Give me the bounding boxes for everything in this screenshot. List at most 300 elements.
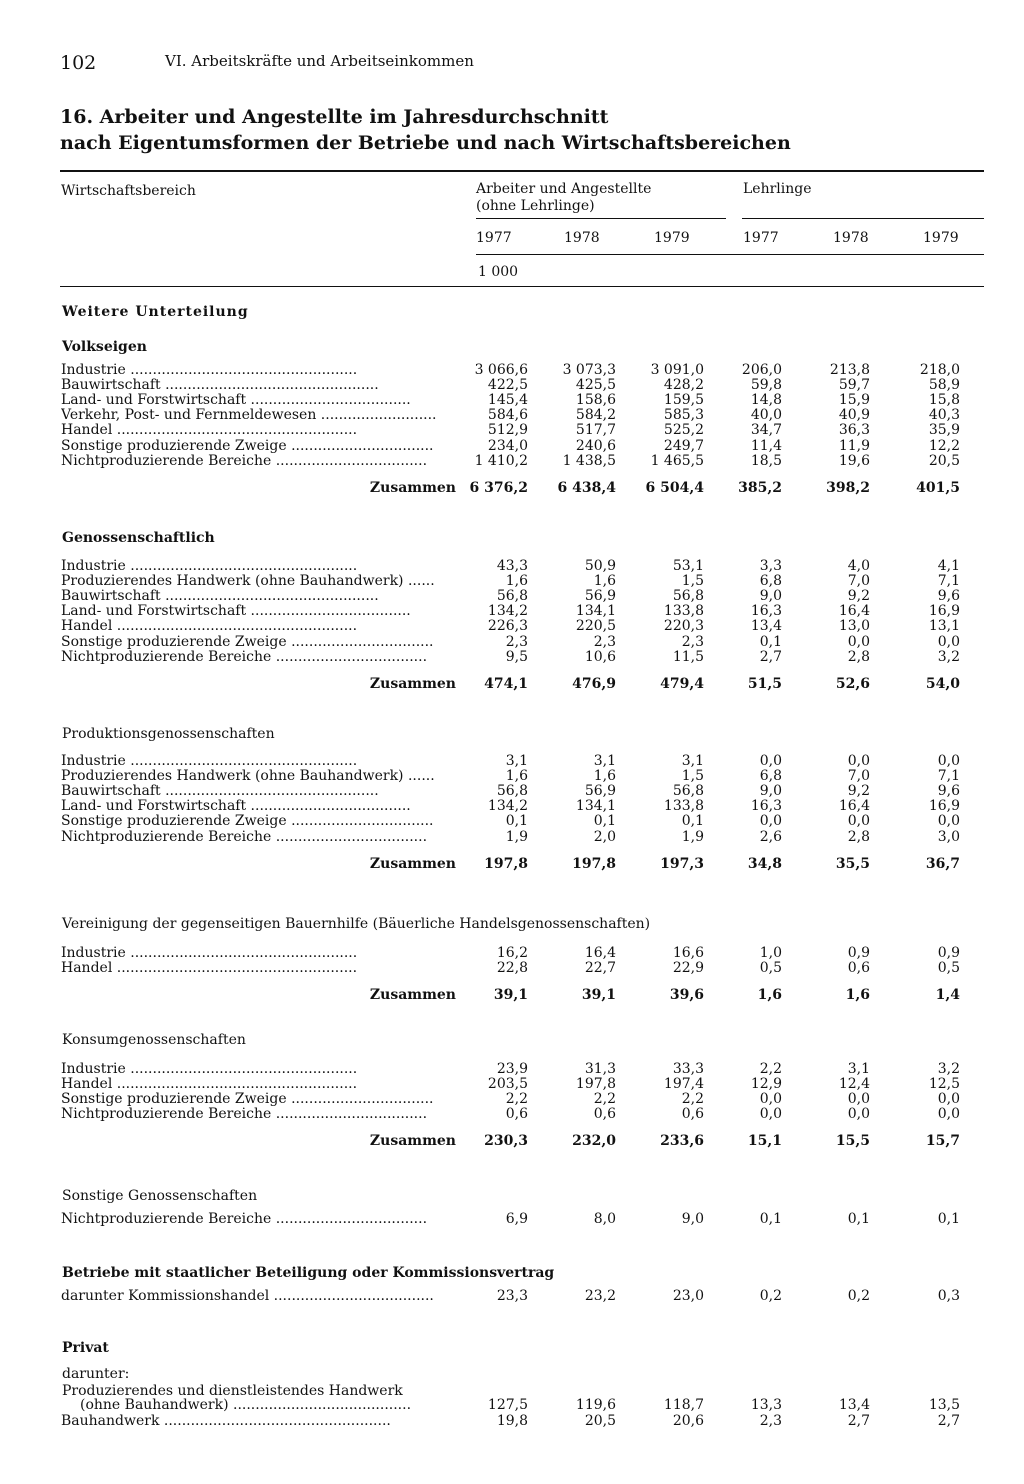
- cell-value: 428,2: [663, 377, 704, 394]
- cell-value: 206,0: [741, 362, 782, 378]
- title-line-2: nach Eigentumsformen der Betriebe und nach Wirtschaftsbereichen: [60, 132, 791, 154]
- cell-value: 9,0: [759, 588, 782, 605]
- cell-value: 585,3: [663, 407, 704, 424]
- row-label: Nichtproduzierende Bereiche ..................................: [61, 649, 428, 665]
- total-row: [0, 857, 1024, 872]
- group-header-arbeiter-line2: (ohne Lehrlinge): [476, 198, 595, 214]
- cell-value: 0,1: [681, 813, 704, 830]
- cell-value: 0,5: [937, 960, 960, 977]
- row-label: Sonstige produzierende Zweige ................................: [61, 634, 434, 650]
- cell-value: 9,2: [847, 783, 870, 800]
- cell-value: 53,1: [672, 558, 704, 574]
- cell-value: 6,8: [759, 768, 782, 785]
- total-row: [0, 988, 1024, 1003]
- group-header-arbeiter: [476, 181, 651, 215]
- table-row: [0, 439, 1024, 454]
- cell-value: 36,7: [925, 856, 960, 872]
- cell-value: 0,6: [681, 1106, 704, 1123]
- cell-value: 584,2: [575, 407, 616, 424]
- table-title: [60, 104, 791, 156]
- cell-value: 3,2: [937, 1061, 960, 1077]
- cell-value: 0,0: [847, 633, 870, 650]
- cell-value: 13,4: [750, 618, 782, 635]
- total-row: [0, 481, 1024, 496]
- row-label: Bauwirtschaft ................................................: [61, 589, 379, 605]
- column-label-wirtschaftsbereich: Wirtschaftsbereich: [61, 183, 196, 199]
- row-label: Industrie ...................................................: [61, 1062, 358, 1077]
- cell-value: 0,0: [847, 1106, 870, 1123]
- cell-value: 3,1: [593, 753, 616, 769]
- table-row: [0, 1062, 1024, 1077]
- cell-value: 14,8: [750, 392, 782, 409]
- cell-value: 197,8: [575, 1076, 616, 1093]
- group-heading-staatlich: Betriebe mit staatlicher Beteiligung oder Kommissionsvertrag: [62, 1265, 555, 1281]
- table-row: [0, 1398, 1024, 1413]
- year-header: 1977: [743, 230, 779, 246]
- cell-value: 59,8: [750, 377, 782, 394]
- cell-value: 59,7: [838, 377, 870, 394]
- row-label: Sonstige produzierende Zweige ................................: [61, 814, 434, 830]
- cell-value: 0,2: [759, 1288, 782, 1304]
- cell-value: 6 376,2: [469, 480, 528, 496]
- cell-value: 16,4: [838, 603, 870, 620]
- cell-value: 0,1: [759, 633, 782, 650]
- group-rule-arbeiter: [476, 218, 726, 219]
- cell-value: 56,9: [584, 588, 616, 605]
- cell-value: 232,0: [572, 1133, 616, 1149]
- cell-value: 1,5: [681, 573, 704, 590]
- cell-value: 0,0: [937, 753, 960, 769]
- table-row: [0, 423, 1024, 438]
- row-label: Handel ......................................................: [61, 961, 358, 977]
- cell-value: 9,6: [937, 783, 960, 800]
- cell-value: 0,6: [593, 1106, 616, 1123]
- cell-value: 39,1: [493, 987, 528, 1003]
- cell-value: 9,5: [505, 648, 528, 665]
- cell-value: 1,6: [505, 573, 528, 590]
- cell-value: 16,3: [750, 603, 782, 620]
- cell-value: 134,2: [487, 603, 528, 620]
- cell-value: 2,0: [593, 828, 616, 845]
- row-label: Land- und Forstwirtschaft ....................................: [61, 799, 411, 815]
- cell-value: 0,1: [847, 1211, 870, 1227]
- cell-value: 220,5: [575, 618, 616, 635]
- row-label: Produzierendes Handwerk (ohne Bauhandwerk) ......: [61, 574, 435, 590]
- total-label: Zusammen: [369, 987, 456, 1003]
- cell-value: 16,2: [496, 945, 528, 961]
- table-row: [0, 408, 1024, 423]
- group-rule-lehrlinge: [742, 218, 984, 219]
- cell-value: 2,2: [593, 1091, 616, 1108]
- cell-value: 2,2: [505, 1091, 528, 1108]
- cell-value: 0,0: [759, 1106, 782, 1123]
- cell-value: 118,7: [663, 1397, 704, 1413]
- cell-value: 9,0: [759, 783, 782, 800]
- cell-value: 15,5: [835, 1133, 870, 1149]
- group-heading-konsum: Konsumgenossenschaften: [62, 1032, 246, 1048]
- cell-value: 13,4: [838, 1397, 870, 1413]
- year-header: 1978: [833, 230, 869, 246]
- cell-value: 22,7: [584, 960, 616, 977]
- cell-value: 15,1: [747, 1133, 782, 1149]
- cell-value: 0,0: [759, 813, 782, 830]
- cell-value: 16,6: [672, 945, 704, 961]
- cell-value: 2,7: [847, 1413, 870, 1429]
- table-row: [0, 650, 1024, 665]
- row-label: (ohne Bauhandwerk) ........................................: [80, 1398, 412, 1413]
- cell-value: 40,9: [838, 407, 870, 424]
- row-label: Industrie ...................................................: [61, 946, 358, 961]
- cell-value: 31,3: [584, 1061, 616, 1077]
- total-row: [0, 677, 1024, 692]
- table-row: [0, 1212, 1024, 1227]
- privat-row1-line1: Produzierendes und dienstleistendes Handwerk: [62, 1383, 403, 1399]
- cell-value: 16,3: [750, 798, 782, 815]
- cell-value: 133,8: [663, 603, 704, 620]
- cell-value: 479,4: [660, 676, 704, 692]
- row-label: Land- und Forstwirtschaft ....................................: [61, 604, 411, 620]
- cell-value: 1,4: [935, 987, 960, 1003]
- cell-value: 2,7: [937, 1413, 960, 1429]
- cell-value: 0,0: [937, 1091, 960, 1108]
- cell-value: 512,9: [487, 422, 528, 439]
- cell-value: 19,6: [838, 452, 870, 469]
- cell-value: 0,6: [847, 960, 870, 977]
- cell-value: 6,9: [505, 1211, 528, 1227]
- year-header: 1978: [564, 230, 600, 246]
- years-rule: [476, 254, 984, 255]
- cell-value: 220,3: [663, 618, 704, 635]
- cell-value: 3,2: [937, 648, 960, 665]
- cell-value: 1 410,2: [474, 452, 528, 469]
- cell-value: 7,1: [937, 768, 960, 785]
- row-label: Nichtproduzierende Bereiche ..................................: [61, 1212, 428, 1227]
- total-label: Zusammen: [369, 1133, 456, 1149]
- cell-value: 13,1: [928, 618, 960, 635]
- cell-value: 3,1: [847, 1061, 870, 1077]
- cell-value: 159,5: [663, 392, 704, 409]
- group-heading-sonstige: Sonstige Genossenschaften: [62, 1188, 258, 1204]
- group-heading-privat: Privat: [62, 1340, 109, 1356]
- row-label: Sonstige produzierende Zweige ................................: [61, 438, 434, 454]
- row-label: Nichtproduzierende Bereiche ..................................: [61, 453, 428, 469]
- cell-value: 23,3: [496, 1288, 528, 1304]
- cell-value: 12,2: [928, 437, 960, 454]
- cell-value: 3,1: [681, 753, 704, 769]
- cell-value: 34,7: [750, 422, 782, 439]
- year-header: 1977: [476, 230, 512, 246]
- cell-value: 23,9: [496, 1061, 528, 1077]
- cell-value: 230,3: [484, 1133, 528, 1149]
- cell-value: 1,6: [757, 987, 782, 1003]
- row-label: Bauwirtschaft ................................................: [61, 378, 379, 394]
- cell-value: 0,0: [759, 753, 782, 769]
- cell-value: 15,7: [925, 1133, 960, 1149]
- page-number: 102: [60, 52, 97, 74]
- table-row: [0, 559, 1024, 574]
- row-label: Handel ......................................................: [61, 423, 358, 439]
- group-heading-volkseigen: Volkseigen: [62, 339, 147, 355]
- cell-value: 0,6: [505, 1106, 528, 1123]
- cell-value: 0,1: [759, 1211, 782, 1227]
- cell-value: 7,0: [847, 573, 870, 590]
- cell-value: 0,1: [505, 813, 528, 830]
- cell-value: 15,9: [838, 392, 870, 409]
- group-header-arbeiter-line1: Arbeiter und Angestellte: [476, 181, 652, 197]
- cell-value: 145,4: [487, 392, 528, 409]
- cell-value: 20,5: [928, 452, 960, 469]
- total-row: [0, 1134, 1024, 1149]
- cell-value: 401,5: [916, 480, 960, 496]
- row-label: Land- und Forstwirtschaft ....................................: [61, 393, 411, 409]
- table-row: [0, 378, 1024, 393]
- cell-value: 3 066,6: [474, 362, 528, 378]
- cell-value: 6,8: [759, 573, 782, 590]
- cell-value: 39,1: [581, 987, 616, 1003]
- cell-value: 16,9: [928, 603, 960, 620]
- cell-value: 11,9: [838, 437, 870, 454]
- row-label: Industrie ...................................................: [61, 754, 358, 769]
- year-header: 1979: [654, 230, 690, 246]
- cell-value: 9,6: [937, 588, 960, 605]
- cell-value: 2,8: [847, 648, 870, 665]
- table-row: [0, 393, 1024, 408]
- cell-value: 40,0: [750, 407, 782, 424]
- cell-value: 134,2: [487, 798, 528, 815]
- cell-value: 11,4: [750, 437, 782, 454]
- table-row: [0, 619, 1024, 634]
- cell-value: 43,3: [496, 558, 528, 574]
- table-row: [0, 946, 1024, 961]
- cell-value: 15,8: [928, 392, 960, 409]
- unit-label: 1 000: [478, 264, 519, 280]
- cell-value: 13,5: [928, 1397, 960, 1413]
- table-row: [0, 784, 1024, 799]
- cell-value: 40,3: [928, 407, 960, 424]
- cell-value: 203,5: [487, 1076, 528, 1093]
- cell-value: 584,6: [487, 407, 528, 424]
- table-row: [0, 363, 1024, 378]
- cell-value: 1 465,5: [650, 452, 704, 469]
- cell-value: 1,0: [759, 945, 782, 961]
- cell-value: 197,8: [572, 856, 616, 872]
- cell-value: 7,0: [847, 768, 870, 785]
- cell-value: 197,4: [663, 1076, 704, 1093]
- cell-value: 0,9: [937, 945, 960, 961]
- cell-value: 385,2: [738, 480, 782, 496]
- top-rule: [60, 170, 984, 172]
- cell-value: 1,6: [845, 987, 870, 1003]
- cell-value: 158,6: [575, 392, 616, 409]
- cell-value: 2,3: [681, 633, 704, 650]
- cell-value: 12,5: [928, 1076, 960, 1093]
- cell-value: 3,3: [759, 558, 782, 574]
- cell-value: 398,2: [826, 480, 870, 496]
- table-row: [0, 454, 1024, 469]
- cell-value: 0,3: [937, 1288, 960, 1304]
- cell-value: 0,0: [847, 753, 870, 769]
- group-heading-genossenschaftlich: Genossenschaftlich: [62, 530, 215, 546]
- cell-value: 56,8: [496, 783, 528, 800]
- cell-value: 0,1: [593, 813, 616, 830]
- table-row: [0, 1289, 1024, 1304]
- cell-value: 0,9: [847, 945, 870, 961]
- cell-value: 56,8: [496, 588, 528, 605]
- cell-value: 22,9: [672, 960, 704, 977]
- table-row: [0, 769, 1024, 784]
- cell-value: 0,0: [937, 633, 960, 650]
- cell-value: 0,0: [847, 813, 870, 830]
- table-row: [0, 1107, 1024, 1122]
- cell-value: 22,8: [496, 960, 528, 977]
- cell-value: 3,0: [937, 828, 960, 845]
- group-heading-produktion: Produktionsgenossenschaften: [62, 726, 275, 742]
- total-label: Zusammen: [369, 856, 456, 872]
- cell-value: 6 504,4: [645, 480, 704, 496]
- cell-value: 2,8: [847, 828, 870, 845]
- cell-value: 1,9: [505, 828, 528, 845]
- cell-value: 197,8: [484, 856, 528, 872]
- row-label: Nichtproduzierende Bereiche ..................................: [61, 829, 428, 845]
- row-label: Handel ......................................................: [61, 619, 358, 635]
- cell-value: 134,1: [575, 798, 616, 815]
- table-row: [0, 1092, 1024, 1107]
- cell-value: 10,6: [584, 648, 616, 665]
- cell-value: 240,6: [575, 437, 616, 454]
- cell-value: 133,8: [663, 798, 704, 815]
- group-header-lehrlinge: Lehrlinge: [743, 181, 812, 197]
- cell-value: 2,3: [759, 1413, 782, 1429]
- cell-value: 2,2: [759, 1061, 782, 1077]
- table-row: [0, 1077, 1024, 1092]
- cell-value: 36,3: [838, 422, 870, 439]
- cell-value: 4,1: [937, 558, 960, 574]
- cell-value: 3,1: [505, 753, 528, 769]
- table-row: [0, 1414, 1024, 1429]
- cell-value: 54,0: [925, 676, 960, 692]
- cell-value: 233,6: [660, 1133, 704, 1149]
- row-label: Bauhandwerk ...................................................: [61, 1414, 391, 1429]
- cell-value: 13,3: [750, 1397, 782, 1413]
- cell-value: 58,9: [928, 377, 960, 394]
- cell-value: 476,9: [572, 676, 616, 692]
- cell-value: 56,8: [672, 783, 704, 800]
- cell-value: 16,9: [928, 798, 960, 815]
- cell-value: 2,7: [759, 648, 782, 665]
- table-row: [0, 961, 1024, 976]
- cell-value: 13,0: [838, 618, 870, 635]
- row-label: Verkehr, Post- und Fernmeldewesen ..........................: [61, 408, 437, 424]
- cell-value: 56,9: [584, 783, 616, 800]
- cell-value: 249,7: [663, 437, 704, 454]
- cell-value: 525,2: [663, 422, 704, 439]
- table-row: [0, 635, 1024, 650]
- cell-value: 234,0: [487, 437, 528, 454]
- row-label: Bauwirtschaft ................................................: [61, 784, 379, 800]
- cell-value: 23,2: [584, 1288, 616, 1304]
- total-label: Zusammen: [369, 480, 456, 496]
- row-label: Nichtproduzierende Bereiche ..................................: [61, 1107, 428, 1123]
- cell-value: 1,6: [593, 768, 616, 785]
- table-row: [0, 604, 1024, 619]
- cell-value: 218,0: [919, 362, 960, 378]
- cell-value: 4,0: [847, 558, 870, 574]
- cell-value: 0,0: [937, 1106, 960, 1123]
- cell-value: 16,4: [838, 798, 870, 815]
- table-row: [0, 799, 1024, 814]
- running-head: VI. Arbeitskräfte und Arbeitseinkommen: [165, 52, 474, 70]
- cell-value: 1,6: [593, 573, 616, 590]
- cell-value: 8,0: [593, 1211, 616, 1227]
- cell-value: 0,0: [847, 1091, 870, 1108]
- cell-value: 119,6: [575, 1397, 616, 1413]
- cell-value: 9,0: [681, 1211, 704, 1227]
- cell-value: 0,2: [847, 1288, 870, 1304]
- total-label: Zusammen: [369, 676, 456, 692]
- cell-value: 0,0: [759, 1091, 782, 1108]
- row-label: Industrie ...................................................: [61, 363, 358, 378]
- row-label: Sonstige produzierende Zweige ................................: [61, 1092, 434, 1108]
- table-row: [0, 830, 1024, 845]
- cell-value: 517,7: [575, 422, 616, 439]
- cell-value: 1 438,5: [562, 452, 616, 469]
- table-row: [0, 754, 1024, 769]
- cell-value: 50,9: [584, 558, 616, 574]
- cell-value: 6 438,4: [557, 480, 616, 496]
- darunter-label: darunter:: [62, 1366, 130, 1382]
- cell-value: 2,3: [505, 633, 528, 650]
- row-label: Produzierendes Handwerk (ohne Bauhandwerk) ......: [61, 769, 435, 785]
- row-label: Industrie ...................................................: [61, 559, 358, 574]
- cell-value: 0,1: [937, 1211, 960, 1227]
- row-label: Handel ......................................................: [61, 1077, 358, 1093]
- cell-value: 1,5: [681, 768, 704, 785]
- cell-value: 20,5: [584, 1413, 616, 1429]
- cell-value: 52,6: [835, 676, 870, 692]
- cell-value: 0,5: [759, 960, 782, 977]
- cell-value: 12,4: [838, 1076, 870, 1093]
- cell-value: 2,2: [681, 1091, 704, 1108]
- cell-value: 16,4: [584, 945, 616, 961]
- table-row: [0, 574, 1024, 589]
- title-line-1: 16. Arbeiter und Angestellte im Jahresdurchschnitt: [60, 106, 609, 128]
- cell-value: 134,1: [575, 603, 616, 620]
- group-heading-bauernhilfe: Vereinigung der gegenseitigen Bauernhilfe (Bäuerliche Handelsgenossenschaften): [62, 916, 651, 932]
- cell-value: 23,0: [672, 1288, 704, 1304]
- cell-value: 226,3: [487, 618, 528, 635]
- cell-value: 213,8: [829, 362, 870, 378]
- cell-value: 422,5: [487, 377, 528, 394]
- cell-value: 9,2: [847, 588, 870, 605]
- cell-value: 1,6: [505, 768, 528, 785]
- cell-value: 3 091,0: [650, 362, 704, 378]
- cell-value: 197,3: [660, 856, 704, 872]
- table-row: [0, 589, 1024, 604]
- table-row: [0, 814, 1024, 829]
- cell-value: 2,3: [593, 633, 616, 650]
- header-bottom-rule: [60, 286, 984, 287]
- cell-value: 33,3: [672, 1061, 704, 1077]
- cell-value: 11,5: [672, 648, 704, 665]
- cell-value: 18,5: [750, 452, 782, 469]
- cell-value: 425,5: [575, 377, 616, 394]
- cell-value: 0,0: [937, 813, 960, 830]
- cell-value: 56,8: [672, 588, 704, 605]
- cell-value: 12,9: [750, 1076, 782, 1093]
- section-heading: Weitere Unterteilung: [62, 304, 249, 320]
- cell-value: 2,6: [759, 828, 782, 845]
- row-label: darunter Kommissionshandel ....................................: [61, 1289, 434, 1304]
